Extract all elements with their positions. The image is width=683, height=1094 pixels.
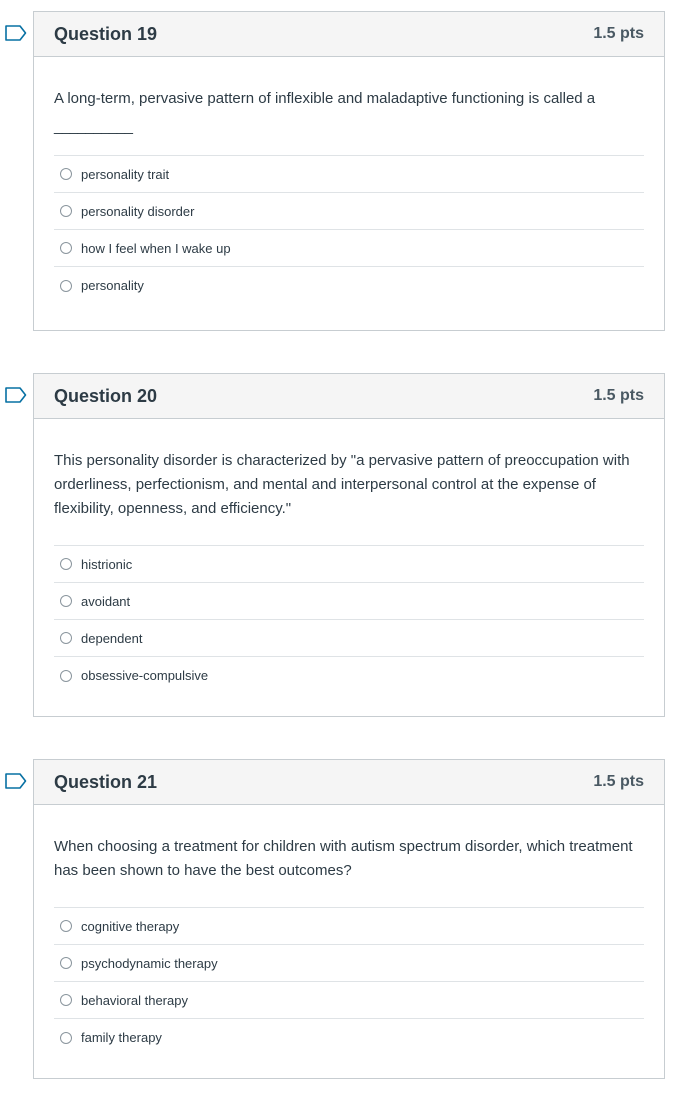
answer-option[interactable]	[54, 1019, 644, 1056]
radio-button-icon[interactable]	[60, 280, 72, 292]
radio-button-icon[interactable]	[60, 994, 72, 1006]
question-20	[33, 373, 665, 717]
question-text: This personality disorder is characterized by "a pervasive pattern of preoccupation with orderliness, perfectionism, and mental and interpersonal control at the expense of flexibility, openness, and efficiency."	[54, 452, 630, 517]
answer-list	[54, 907, 644, 1056]
answer-label[interactable]: personality trait	[81, 166, 170, 182]
answer-option[interactable]	[54, 982, 644, 1019]
answer-label[interactable]: cognitive therapy	[81, 918, 180, 934]
question-header	[34, 760, 664, 805]
question-19	[33, 11, 665, 331]
answer-option[interactable]	[54, 230, 644, 267]
answer-label[interactable]: personality disorder	[81, 203, 195, 219]
answer-option[interactable]	[54, 156, 644, 193]
answer-label[interactable]: psychodynamic therapy	[81, 955, 218, 971]
answer-label[interactable]: obsessive-compulsive	[81, 668, 209, 683]
answer-label[interactable]: dependent	[81, 630, 143, 646]
answer-list	[54, 155, 644, 304]
bookmark-flag-icon[interactable]	[5, 387, 27, 403]
bookmark-flag-icon[interactable]	[5, 773, 27, 789]
answer-option[interactable]	[54, 546, 644, 583]
answer-label[interactable]: avoidant	[81, 593, 131, 609]
answer-option[interactable]	[54, 193, 644, 230]
question-points: 1.5 pts	[593, 387, 644, 404]
question-body	[34, 419, 664, 694]
answer-option[interactable]	[54, 583, 644, 620]
answer-label[interactable]: histrionic	[81, 556, 133, 572]
radio-button-icon[interactable]	[60, 1032, 72, 1044]
question-points: 1.5 pts	[593, 25, 644, 42]
radio-button-icon[interactable]	[60, 957, 72, 969]
radio-button-icon[interactable]	[60, 558, 72, 570]
answer-option[interactable]	[54, 908, 644, 945]
answer-list	[54, 545, 644, 694]
question-points: 1.5 pts	[593, 773, 644, 790]
question-text: When choosing a treatment for children with autism spectrum disorder, which treatment has been shown to have the best outcomes?	[54, 838, 633, 879]
question-body	[34, 57, 664, 304]
question-21	[33, 759, 665, 1079]
radio-button-icon[interactable]	[60, 920, 72, 932]
answer-option[interactable]	[54, 620, 644, 657]
question-header	[34, 12, 664, 57]
fill-in-blank: __________	[54, 118, 133, 135]
answer-label[interactable]: behavioral therapy	[81, 992, 188, 1008]
answer-option[interactable]	[54, 945, 644, 982]
radio-button-icon[interactable]	[60, 168, 72, 180]
question-text: A long-term, pervasive pattern of inflexible and maladaptive functioning is called a	[54, 90, 596, 107]
answer-option[interactable]	[54, 267, 644, 304]
bookmark-flag-icon[interactable]	[5, 25, 27, 41]
answer-label[interactable]: how I feel when I wake up	[81, 240, 231, 256]
radio-button-icon[interactable]	[60, 595, 72, 607]
radio-button-icon[interactable]	[60, 632, 72, 644]
question-body	[34, 805, 664, 1056]
question-title: Question 21	[54, 771, 158, 792]
radio-button-icon[interactable]	[60, 205, 72, 217]
radio-button-icon[interactable]	[60, 242, 72, 254]
radio-button-icon[interactable]	[60, 670, 72, 682]
question-title: Question 19	[54, 23, 158, 44]
question-title: Question 20	[54, 385, 158, 406]
answer-label[interactable]: family therapy	[81, 1030, 162, 1045]
answer-label[interactable]: personality	[81, 278, 144, 293]
answer-option[interactable]	[54, 657, 644, 694]
question-header	[34, 374, 664, 419]
